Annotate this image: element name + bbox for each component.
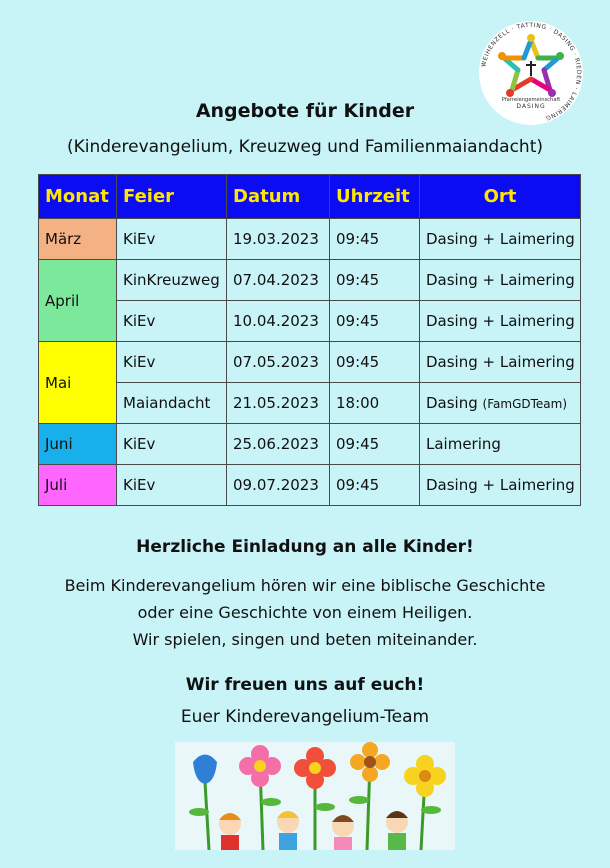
ort-cell: Dasing + Laimering bbox=[420, 465, 581, 506]
datum-cell: 25.06.2023 bbox=[227, 424, 330, 465]
datum-cell: 21.05.2023 bbox=[227, 383, 330, 424]
ort-cell: Dasing + Laimering bbox=[420, 301, 581, 342]
datum-cell: 07.05.2023 bbox=[227, 342, 330, 383]
ort-note: (FamGDTeam) bbox=[482, 397, 568, 411]
header-datum: Datum bbox=[227, 175, 330, 219]
description-line: Wir spielen, singen und beten miteinander. bbox=[132, 630, 478, 649]
uhrzeit-cell: 09:45 bbox=[330, 260, 420, 301]
month-cell-maerz: März bbox=[39, 219, 117, 260]
logo-line2: DASING bbox=[516, 103, 546, 110]
feier-cell: KiEv bbox=[117, 301, 227, 342]
description-line: oder eine Geschichte von einem Heiligen. bbox=[137, 603, 473, 622]
table-row bbox=[39, 219, 581, 260]
table-row bbox=[39, 465, 581, 506]
header-monat: Monat bbox=[39, 175, 117, 219]
table-row bbox=[39, 301, 581, 342]
month-cell-juni: Juni bbox=[39, 424, 117, 465]
ort-cell: Dasing + Laimering bbox=[420, 260, 581, 301]
schedule-table bbox=[38, 174, 581, 506]
uhrzeit-cell: 09:45 bbox=[330, 342, 420, 383]
invitation-heading: Herzliche Einladung an alle Kinder! bbox=[136, 537, 474, 557]
feier-cell: KiEv bbox=[117, 424, 227, 465]
signature-text: Euer Kinderevangelium-Team bbox=[180, 707, 430, 727]
header-feier: Feier bbox=[117, 175, 227, 219]
datum-cell: 19.03.2023 bbox=[227, 219, 330, 260]
datum-cell: 07.04.2023 bbox=[227, 260, 330, 301]
ort-cell: Dasing + Laimering bbox=[420, 219, 581, 260]
page-title: Angebote für Kinder bbox=[195, 100, 415, 122]
uhrzeit-cell: 09:45 bbox=[330, 424, 420, 465]
ort-cell: Laimering bbox=[420, 424, 581, 465]
table-row bbox=[39, 260, 581, 301]
feier-cell: KiEv bbox=[117, 219, 227, 260]
datum-cell: 09.07.2023 bbox=[227, 465, 330, 506]
uhrzeit-cell: 09:45 bbox=[330, 301, 420, 342]
ort-text: Dasing bbox=[426, 394, 478, 412]
feier-cell: KiEv bbox=[117, 465, 227, 506]
closing-text: Wir freuen uns auf euch! bbox=[185, 675, 425, 695]
month-cell-juli: Juli bbox=[39, 465, 117, 506]
uhrzeit-cell: 18:00 bbox=[330, 383, 420, 424]
page-subtitle: (Kinderevangelium, Kreuzweg und Familienmaiandacht) bbox=[66, 137, 544, 157]
feier-cell: KinKreuzweg bbox=[117, 260, 227, 301]
uhrzeit-cell: 09:45 bbox=[330, 465, 420, 506]
uhrzeit-cell: 09:45 bbox=[330, 219, 420, 260]
header-ort: Ort bbox=[420, 175, 581, 219]
flowers-children-illustration bbox=[175, 742, 455, 850]
ort-cell: Dasing + Laimering bbox=[420, 342, 581, 383]
description-line: Beim Kinderevangelium hören wir eine biblische Geschichte bbox=[64, 576, 546, 595]
logo-line1: Pfarreiengemeinschaft bbox=[501, 97, 561, 103]
month-cell-april: April bbox=[39, 260, 117, 342]
feier-cell: KiEv bbox=[117, 342, 227, 383]
table-header-row bbox=[39, 175, 581, 219]
table-row bbox=[39, 424, 581, 465]
logo-ring-text: WEIHENZELL · TATTING · DASING · RIEDEN · LAIMERING bbox=[480, 21, 583, 122]
ort-cell bbox=[420, 383, 581, 424]
table-row bbox=[39, 342, 581, 383]
month-cell-mai: Mai bbox=[39, 342, 117, 424]
datum-cell: 10.04.2023 bbox=[227, 301, 330, 342]
description-text bbox=[0, 572, 610, 653]
header-uhrzeit: Uhrzeit bbox=[330, 175, 420, 219]
table-row bbox=[39, 383, 581, 424]
feier-cell: Maiandacht bbox=[117, 383, 227, 424]
